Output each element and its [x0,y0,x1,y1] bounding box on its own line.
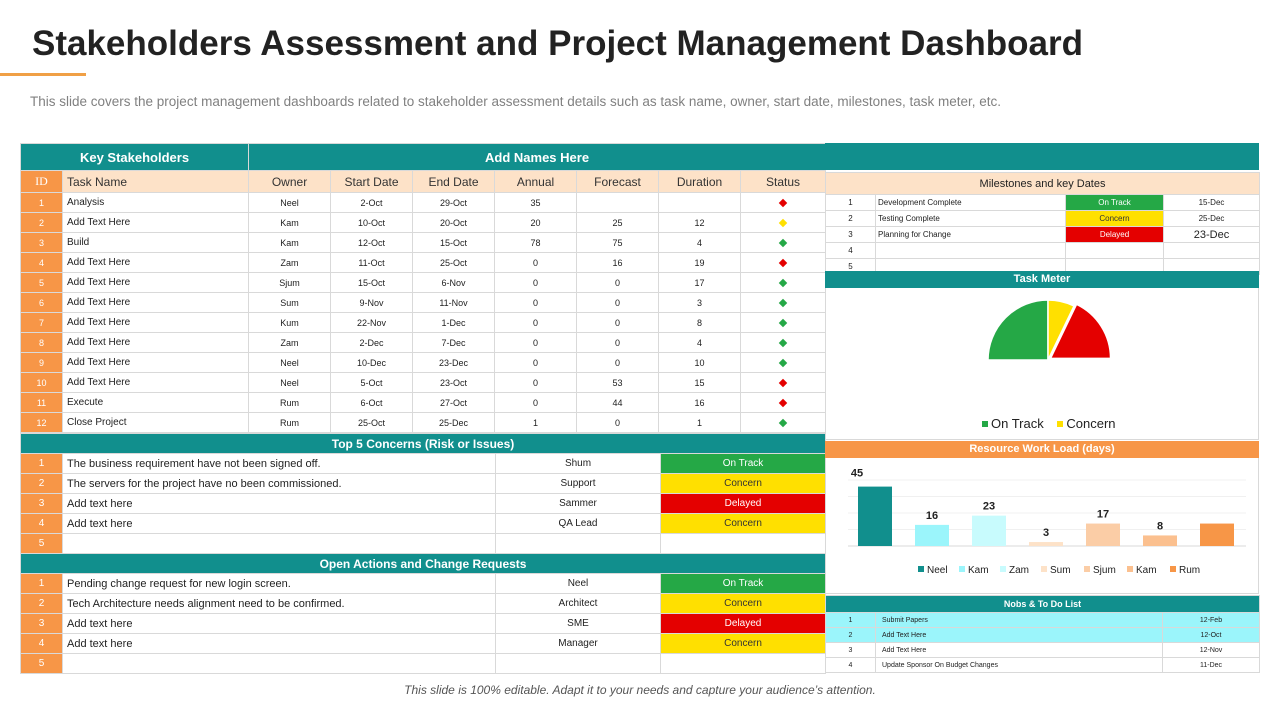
milestones-table [825,172,1260,275]
task-meter-panel [825,288,1259,440]
task-owner: Sum [249,293,331,313]
page-subtitle: This slide covers the project management dashboards related to stakeholder assessment details such as task name, owner, start date, milestones, task meter, etc. [30,94,1001,109]
task-status [741,373,826,393]
status-diamond-green [779,238,787,246]
action-status: Concern [661,634,826,654]
action-row [21,634,826,654]
page-title: Stakeholders Assessment and Project Management Dashboard [32,24,1083,63]
concern-id: 1 [21,454,63,474]
task-forecast: 0 [577,353,659,373]
action-row [21,594,826,614]
task-status [741,213,826,233]
milestone-row [826,243,1260,259]
column-header: Duration [659,171,741,193]
legend-swatch-concern [1057,421,1063,427]
milestone-date: 25-Dec [1164,211,1260,227]
task-forecast: 16 [577,253,659,273]
todo-text: Add Text Here [876,643,1163,658]
concern-owner [496,534,661,554]
actions-header: Open Actions and Change Requests [21,554,826,574]
task-end: 15-Oct [413,233,495,253]
task-end: 25-Oct [413,253,495,273]
task-owner: Neel [249,373,331,393]
task-owner: Neel [249,193,331,213]
milestone-id: 1 [826,195,876,211]
action-row [21,654,826,674]
task-name: Add Text Here [63,253,249,273]
tasks-table [20,143,826,433]
concern-id: 3 [21,494,63,514]
task-owner: Kam [249,233,331,253]
todo-id: 4 [826,658,876,673]
action-owner: Manager [496,634,661,654]
action-text: Tech Architecture needs alignment need to be confirmed. [63,594,496,614]
concern-row [21,474,826,494]
task-row [21,273,826,293]
task-annual: 78 [495,233,577,253]
workload-legend-label: Sjum [1093,565,1116,576]
task-row [21,193,826,213]
column-header: Start Date [331,171,413,193]
task-forecast: 0 [577,273,659,293]
workload-legend-label: Kam [1136,565,1157,576]
concern-id: 2 [21,474,63,494]
task-row [21,393,826,413]
meter-slice-on-track [988,300,1048,360]
action-text: Add text here [63,634,496,654]
action-row [21,574,826,594]
todo-text: Submit Papers [876,613,1163,628]
action-id: 1 [21,574,63,594]
task-start: 2-Oct [331,193,413,213]
milestone-status: On Track [1066,195,1164,211]
task-annual: 0 [495,373,577,393]
status-diamond-red [779,198,787,206]
task-annual: 0 [495,393,577,413]
workload-legend-swatch [1084,566,1090,572]
task-id: 9 [21,353,63,373]
task-owner: Kam [249,213,331,233]
task-annual: 1 [495,413,577,433]
task-end: 7-Dec [413,333,495,353]
workload-legend-swatch [959,566,965,572]
task-status [741,333,826,353]
task-id: 12 [21,413,63,433]
task-status [741,413,826,433]
workload-bar-zam [972,516,1006,546]
task-start: 9-Nov [331,293,413,313]
task-id: 2 [21,213,63,233]
task-owner: Zam [249,333,331,353]
task-id: 10 [21,373,63,393]
task-id: 4 [21,253,63,273]
task-owner: Rum [249,393,331,413]
column-header: Task Name [63,171,249,193]
workload-value-label: 45 [850,467,864,480]
concern-text: The business requirement have not been signed off. [63,454,496,474]
task-annual: 35 [495,193,577,213]
concern-owner: Sammer [496,494,661,514]
task-start: 22-Nov [331,313,413,333]
workload-bar-rum [1200,524,1234,546]
workload-legend-swatch [918,566,924,572]
task-name: Build [63,233,249,253]
concern-row [21,494,826,514]
task-start: 2-Dec [331,333,413,353]
key-stakeholders-header: Key Stakeholders [21,144,249,171]
task-start: 10-Dec [331,353,413,373]
task-row [21,293,826,313]
milestone-row [826,211,1260,227]
concern-text [63,534,496,554]
milestone-date: 23-Dec [1164,227,1260,243]
task-status [741,313,826,333]
action-id: 2 [21,594,63,614]
todo-id: 1 [826,613,876,628]
task-forecast: 0 [577,413,659,433]
legend-on-track: On Track [991,416,1044,431]
task-forecast [577,193,659,213]
action-status: Concern [661,594,826,614]
concern-owner: Shum [496,454,661,474]
workload-value-label: 23 [982,500,996,513]
concerns-table [20,433,826,554]
task-id: 5 [21,273,63,293]
workload-value-label: 3 [1042,527,1050,540]
task-owner: Sjum [249,273,331,293]
task-duration: 10 [659,353,741,373]
milestone-id: 5 [826,259,876,275]
workload-bar-sjum [1086,524,1120,546]
action-status [661,654,826,674]
action-text: Pending change request for new login screen. [63,574,496,594]
milestone-status [1066,243,1164,259]
task-name: Add Text Here [63,213,249,233]
workload-header: Resource Work Load (days) [825,441,1259,458]
milestone-name: Planning for Change [876,227,1066,243]
task-name: Analysis [63,193,249,213]
action-id: 3 [21,614,63,634]
action-owner [496,654,661,674]
status-diamond-green [779,318,787,326]
task-start: 11-Oct [331,253,413,273]
status-diamond-green [779,278,787,286]
milestone-date [1164,243,1260,259]
task-forecast: 53 [577,373,659,393]
task-row [21,353,826,373]
task-end: 27-Oct [413,393,495,413]
task-id: 11 [21,393,63,413]
milestone-name: Development Complete [876,195,1066,211]
status-diamond-red [779,378,787,386]
task-status [741,253,826,273]
concern-owner: QA Lead [496,514,661,534]
action-id: 4 [21,634,63,654]
task-owner: Zam [249,253,331,273]
todo-row [826,613,1260,628]
task-status [741,353,826,373]
task-name: Execute [63,393,249,413]
workload-legend-swatch [1000,566,1006,572]
task-end: 1-Dec [413,313,495,333]
task-forecast: 0 [577,313,659,333]
concern-status: Concern [661,514,826,534]
milestone-id: 3 [826,227,876,243]
task-duration: 4 [659,333,741,353]
concern-text: Add text here [63,514,496,534]
workload-legend-swatch [1127,566,1133,572]
task-duration: 3 [659,293,741,313]
concerns-header: Top 5 Concerns (Risk or Issues) [21,434,826,454]
task-row [21,373,826,393]
column-header: Owner [249,171,331,193]
status-diamond-green [779,358,787,366]
workload-value-label: 16 [925,509,939,522]
action-status: Delayed [661,614,826,634]
action-owner: SME [496,614,661,634]
task-start: 25-Oct [331,413,413,433]
task-forecast: 0 [577,333,659,353]
task-annual: 20 [495,213,577,233]
task-status [741,273,826,293]
concern-status: Concern [661,474,826,494]
concern-row [21,454,826,474]
todo-date: 12-Oct [1163,628,1260,643]
todo-header: Nobs & To Do List [826,596,1260,613]
task-name: Add Text Here [63,353,249,373]
task-start: 15-Oct [331,273,413,293]
task-duration: 1 [659,413,741,433]
task-id: 8 [21,333,63,353]
milestone-id: 4 [826,243,876,259]
concern-status: Delayed [661,494,826,514]
task-end: 23-Dec [413,353,495,373]
milestone-row [826,195,1260,211]
task-annual: 0 [495,313,577,333]
column-header: Annual [495,171,577,193]
column-header: ID [21,171,63,193]
task-end: 6-Nov [413,273,495,293]
task-end: 11-Nov [413,293,495,313]
task-duration: 19 [659,253,741,273]
milestone-status: Delayed [1066,227,1164,243]
task-status [741,393,826,413]
workload-legend-label: Kam [968,565,989,576]
task-annual: 0 [495,273,577,293]
legend-concern: Concern [1066,416,1116,431]
milestone-status: Concern [1066,211,1164,227]
workload-value-label: 17 [1096,508,1110,521]
task-start: 6-Oct [331,393,413,413]
workload-bar-kam [1143,535,1177,546]
task-end: 25-Dec [413,413,495,433]
task-duration [659,193,741,213]
task-forecast: 44 [577,393,659,413]
todo-date: 12-Feb [1163,613,1260,628]
task-duration: 16 [659,393,741,413]
concern-status [661,534,826,554]
task-duration: 8 [659,313,741,333]
task-owner: Kum [249,313,331,333]
task-row [21,233,826,253]
status-diamond-red [779,258,787,266]
task-meter-header: Task Meter [825,271,1259,288]
task-meter-legend [978,416,1116,431]
status-diamond-green [779,298,787,306]
task-row [21,213,826,233]
workload-panel [825,458,1259,594]
title-accent-bar [0,73,86,76]
right-panel-header [825,143,1259,170]
concern-text: The servers for the project have no been commissioned. [63,474,496,494]
concern-status: On Track [661,454,826,474]
milestone-row [826,227,1260,243]
milestone-date: 15-Dec [1164,195,1260,211]
task-start: 10-Oct [331,213,413,233]
add-names-header: Add Names Here [249,144,826,171]
task-row [21,253,826,273]
task-id: 7 [21,313,63,333]
task-row [21,413,826,433]
todo-table [825,595,1260,673]
column-header: Status [741,171,826,193]
concern-id: 5 [21,534,63,554]
todo-row [826,628,1260,643]
column-header: End Date [413,171,495,193]
task-duration: 17 [659,273,741,293]
status-diamond-red [779,398,787,406]
concern-row [21,514,826,534]
task-annual: 0 [495,253,577,273]
task-forecast: 0 [577,293,659,313]
task-start: 12-Oct [331,233,413,253]
milestone-name [876,243,1066,259]
status-diamond-yellow [779,218,787,226]
status-diamond-green [779,418,787,426]
milestone-id: 2 [826,211,876,227]
milestone-name: Testing Complete [876,211,1066,227]
task-duration: 12 [659,213,741,233]
task-status [741,193,826,213]
workload-legend-swatch [1170,566,1176,572]
task-forecast: 75 [577,233,659,253]
task-name: Add Text Here [63,293,249,313]
task-name: Close Project [63,413,249,433]
workload-chart [826,458,1258,592]
legend-swatch-on-track [982,421,988,427]
todo-date: 11-Dec [1163,658,1260,673]
workload-legend-label: Zam [1009,565,1029,576]
milestones-header: Milestones and key Dates [826,173,1260,195]
task-row [21,333,826,353]
action-text: Add text here [63,614,496,634]
task-name: Add Text Here [63,273,249,293]
todo-id: 2 [826,628,876,643]
workload-legend-label: Neel [927,565,948,576]
task-annual: 0 [495,353,577,373]
task-owner: Rum [249,413,331,433]
todo-date: 12-Nov [1163,643,1260,658]
workload-legend-swatch [1041,566,1047,572]
action-text [63,654,496,674]
workload-value-label: 8 [1156,520,1164,533]
action-status: On Track [661,574,826,594]
task-name: Add Text Here [63,373,249,393]
concern-text: Add text here [63,494,496,514]
task-end: 29-Oct [413,193,495,213]
concern-row [21,534,826,554]
workload-legend-label: Rum [1179,565,1201,576]
column-header: Forecast [577,171,659,193]
task-status [741,293,826,313]
concern-id: 4 [21,514,63,534]
action-id: 5 [21,654,63,674]
task-row [21,313,826,333]
workload-bar-kam [915,525,949,546]
task-name: Add Text Here [63,313,249,333]
actions-table [20,553,826,674]
task-start: 5-Oct [331,373,413,393]
todo-row [826,643,1260,658]
todo-text: Add Text Here [876,628,1163,643]
todo-row [826,658,1260,673]
task-duration: 15 [659,373,741,393]
action-row [21,614,826,634]
workload-bar-sum [1029,542,1063,546]
task-forecast: 25 [577,213,659,233]
status-diamond-green [779,338,787,346]
task-duration: 4 [659,233,741,253]
workload-bar-neel [858,487,892,546]
task-end: 23-Oct [413,373,495,393]
action-owner: Architect [496,594,661,614]
task-id: 3 [21,233,63,253]
task-annual: 0 [495,293,577,313]
task-end: 20-Oct [413,213,495,233]
task-owner: Neel [249,353,331,373]
concern-owner: Support [496,474,661,494]
task-status [741,233,826,253]
todo-id: 3 [826,643,876,658]
action-owner: Neel [496,574,661,594]
task-annual: 0 [495,333,577,353]
workload-legend-label: Sum [1050,565,1071,576]
task-id: 1 [21,193,63,213]
footer-note: This slide is 100% editable. Adapt it to your needs and capture your audience’s attention. [404,683,876,697]
task-id: 6 [21,293,63,313]
todo-text: Update Sponsor On Budget Changes [876,658,1163,673]
task-name: Add Text Here [63,333,249,353]
